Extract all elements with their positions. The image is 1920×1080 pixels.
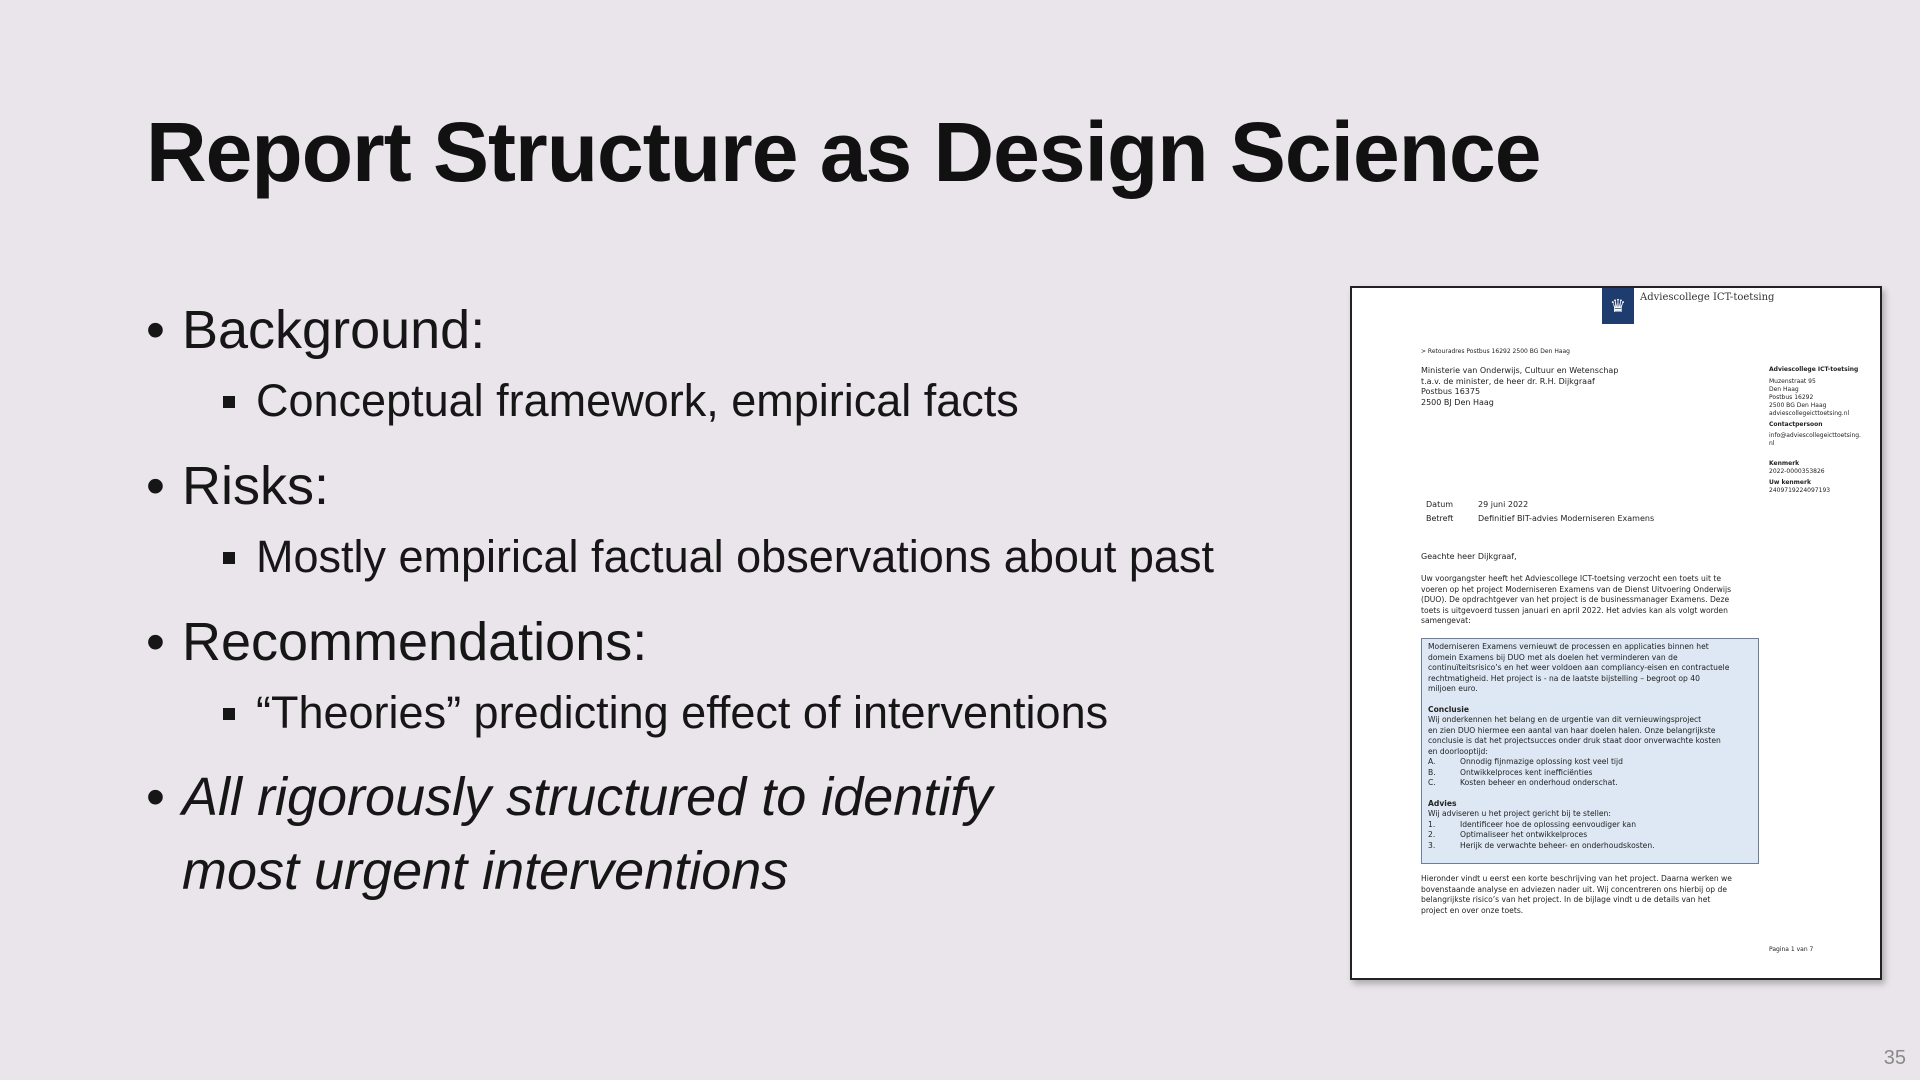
bullet-list bbox=[146, 292, 1316, 908]
bullet-recommendations bbox=[146, 604, 1316, 680]
square-bullet-icon bbox=[223, 552, 235, 564]
conclusie-heading: Conclusie bbox=[1428, 704, 1469, 714]
recipient-line: 2500 BJ Den Haag bbox=[1421, 397, 1494, 407]
advies-heading: Advies bbox=[1428, 798, 1457, 808]
contact-line: info@adviescollegeicttoetsing. bbox=[1769, 432, 1861, 439]
kenmerk-heading: Kenmerk bbox=[1769, 460, 1800, 467]
slide-title: Report Structure as Design Science bbox=[146, 105, 1541, 199]
sender-line: Den Haag bbox=[1769, 386, 1799, 393]
conclusie-item bbox=[1428, 778, 1752, 789]
sub-bullet-label: Mostly empirical factual observations about past bbox=[256, 531, 1214, 582]
sub-bullet-recommendations bbox=[146, 680, 1316, 746]
item-key: B. bbox=[1428, 767, 1436, 777]
summary-line: domein Examens bij DUO met als doelen het verminderen van de bbox=[1428, 652, 1678, 662]
kenmerk-value: 2022-0000353826 bbox=[1769, 468, 1825, 475]
summary-line: miljoen euro. bbox=[1428, 684, 1478, 693]
item-key: 3. bbox=[1428, 840, 1436, 850]
item-text: Onnodig fijnmazige oplossing kost veel tijd bbox=[1460, 757, 1623, 766]
intro-line: (DUO). De opdrachtgever van het project is de businessmanager Examens. Deze bbox=[1421, 595, 1730, 604]
return-address: > Retouradres Postbus 16292 2500 BG Den Haag bbox=[1421, 348, 1570, 355]
advies-item bbox=[1428, 830, 1752, 841]
item-text: Optimaliseer het ontwikkelproces bbox=[1460, 830, 1588, 839]
sub-bullet-risks bbox=[146, 524, 1316, 590]
conclusie-line: conclusie is dat het projectsucces onder druk staat door onverwachte kosten bbox=[1428, 736, 1721, 745]
bullet-background bbox=[146, 292, 1316, 368]
conclusie-line: Wij onderkennen het belang en de urgentie van dit vernieuwingsproject bbox=[1428, 715, 1702, 724]
conclusie-item bbox=[1428, 757, 1752, 768]
bullet-dot: • bbox=[146, 767, 165, 827]
recipient-line: t.a.v. de minister, de heer dr. R.H. Dijkgraaf bbox=[1421, 376, 1595, 386]
item-key: 1. bbox=[1428, 819, 1436, 829]
sender-heading: Adviescollege ICT-toetsing bbox=[1769, 366, 1859, 373]
sub-bullet-label: Conceptual framework, empirical facts bbox=[256, 375, 1019, 426]
intro-line: toets is uitgevoerd tussen januari en april 2022. Het advies kan als volgt worden bbox=[1421, 605, 1728, 615]
closing-line: bovenstaande analyse en adviezen nader uit. Wij concentreren ons hierbij op de bbox=[1421, 884, 1728, 894]
bullet-label: Risks: bbox=[182, 456, 329, 516]
sub-bullet-background bbox=[146, 368, 1316, 434]
salutation: Geachte heer Dijkgraaf, bbox=[1421, 552, 1517, 561]
sender-line: 2500 BG Den Haag bbox=[1769, 402, 1827, 409]
datum-value: 29 juni 2022 bbox=[1478, 500, 1529, 509]
summary-line: continuïteitsrisico’s en het weer voldoen aan compliancy-eisen en contractuele bbox=[1428, 663, 1730, 672]
recipient-line: Ministerie van Onderwijs, Cultuur en Wetenschap bbox=[1421, 366, 1619, 375]
uw-kenmerk-heading: Uw kenmerk bbox=[1769, 479, 1811, 486]
uw-kenmerk-value: 24097192240971​93 bbox=[1769, 487, 1831, 494]
closing-line: project en over onze toets. bbox=[1421, 905, 1524, 915]
advies-intro: Wij adviseren u het project gericht bij te stellen: bbox=[1428, 809, 1611, 818]
intro-line: samengevat: bbox=[1421, 616, 1471, 625]
bullet-label: Recommendations: bbox=[182, 612, 648, 672]
item-key: A. bbox=[1428, 757, 1436, 766]
intro-line: Uw voorgangster heeft het Adviescollege ICT-toetsing verzocht een toets uit te bbox=[1421, 574, 1721, 583]
bullet-dot: • bbox=[146, 300, 165, 360]
crest-icon: ♛ bbox=[1602, 288, 1634, 324]
closing-paragraph bbox=[1421, 874, 1732, 916]
slide-page-number: 35 bbox=[1883, 1047, 1906, 1069]
advies-item bbox=[1428, 820, 1752, 831]
betreft-label: Betreft bbox=[1426, 514, 1454, 523]
sender-line: Muzenstraat 95 bbox=[1769, 378, 1816, 385]
item-text: Herijk de verwachte beheer- en onderhoudskosten. bbox=[1460, 840, 1655, 850]
item-text: Ontwikkelproces kent inefficiënties bbox=[1460, 767, 1593, 777]
recipient-block bbox=[1421, 366, 1618, 408]
closing-line: Hieronder vindt u eerst een korte beschrijving van het project. Daarna werken we bbox=[1421, 874, 1732, 883]
closing-line: belangrijkste risico’s van het project. In de bijlage vindt u de details van het bbox=[1421, 895, 1711, 904]
intro-line: voeren op het project Moderniseren Examens van de Dienst Uitvoering Onderwijs bbox=[1421, 584, 1732, 594]
bullet-label: Background: bbox=[182, 300, 486, 360]
item-key: 2. bbox=[1428, 830, 1436, 839]
datum-label: Datum bbox=[1426, 500, 1454, 509]
recipient-line: Postbus 16375 bbox=[1421, 387, 1481, 396]
conclusie-line: en doorlooptijd: bbox=[1428, 746, 1488, 756]
conclusie-line: en zien DUO hiermee een aantal van haar doelen halen. Onze belangrijkste bbox=[1428, 725, 1716, 735]
conclusion-line-2: most urgent interventions bbox=[182, 841, 789, 901]
betreft-value: Definitief BIT-advies Moderniseren Examens bbox=[1478, 514, 1655, 523]
summary-box bbox=[1421, 638, 1759, 864]
square-bullet-icon bbox=[223, 708, 235, 720]
contact-heading: Contactpersoon bbox=[1769, 421, 1823, 428]
sender-line: Postbus 16292 bbox=[1769, 394, 1814, 401]
conclusion-line-1: All rigorously structured to identify bbox=[182, 767, 993, 827]
item-text: Identificeer hoe de oplossing eenvoudiger kan bbox=[1460, 819, 1637, 829]
summary-line: Moderniseren Examens vernieuwt de processen en applicaties binnen het bbox=[1428, 642, 1709, 651]
org-name: Adviescollege ICT-toetsing bbox=[1640, 292, 1775, 303]
intro-paragraph bbox=[1421, 574, 1731, 627]
bullet-conclusion bbox=[146, 760, 1316, 908]
conclusie-item bbox=[1428, 768, 1752, 779]
bullet-dot: • bbox=[146, 612, 165, 672]
bullet-risks bbox=[146, 448, 1316, 524]
square-bullet-icon bbox=[223, 396, 235, 408]
document-page-label: Pagina 1 van 7 bbox=[1769, 946, 1814, 953]
contact-line: nl bbox=[1769, 440, 1775, 447]
document-thumbnail bbox=[1350, 286, 1882, 980]
item-key: C. bbox=[1428, 778, 1436, 787]
summary-line: rechtmatigheid. Het project is - na de laatste bijstelling – begroot op 40 bbox=[1428, 673, 1700, 683]
item-text: Kosten beheer en onderhoud onderschat. bbox=[1460, 778, 1618, 787]
advies-item bbox=[1428, 841, 1752, 852]
sender-line: adviescollegeicttoetsing.nl bbox=[1769, 410, 1850, 417]
sender-block bbox=[1769, 366, 1861, 495]
sub-bullet-label: “Theories” predicting effect of interventions bbox=[256, 687, 1109, 738]
bullet-dot: • bbox=[146, 456, 165, 516]
document-logo bbox=[1602, 288, 1774, 324]
